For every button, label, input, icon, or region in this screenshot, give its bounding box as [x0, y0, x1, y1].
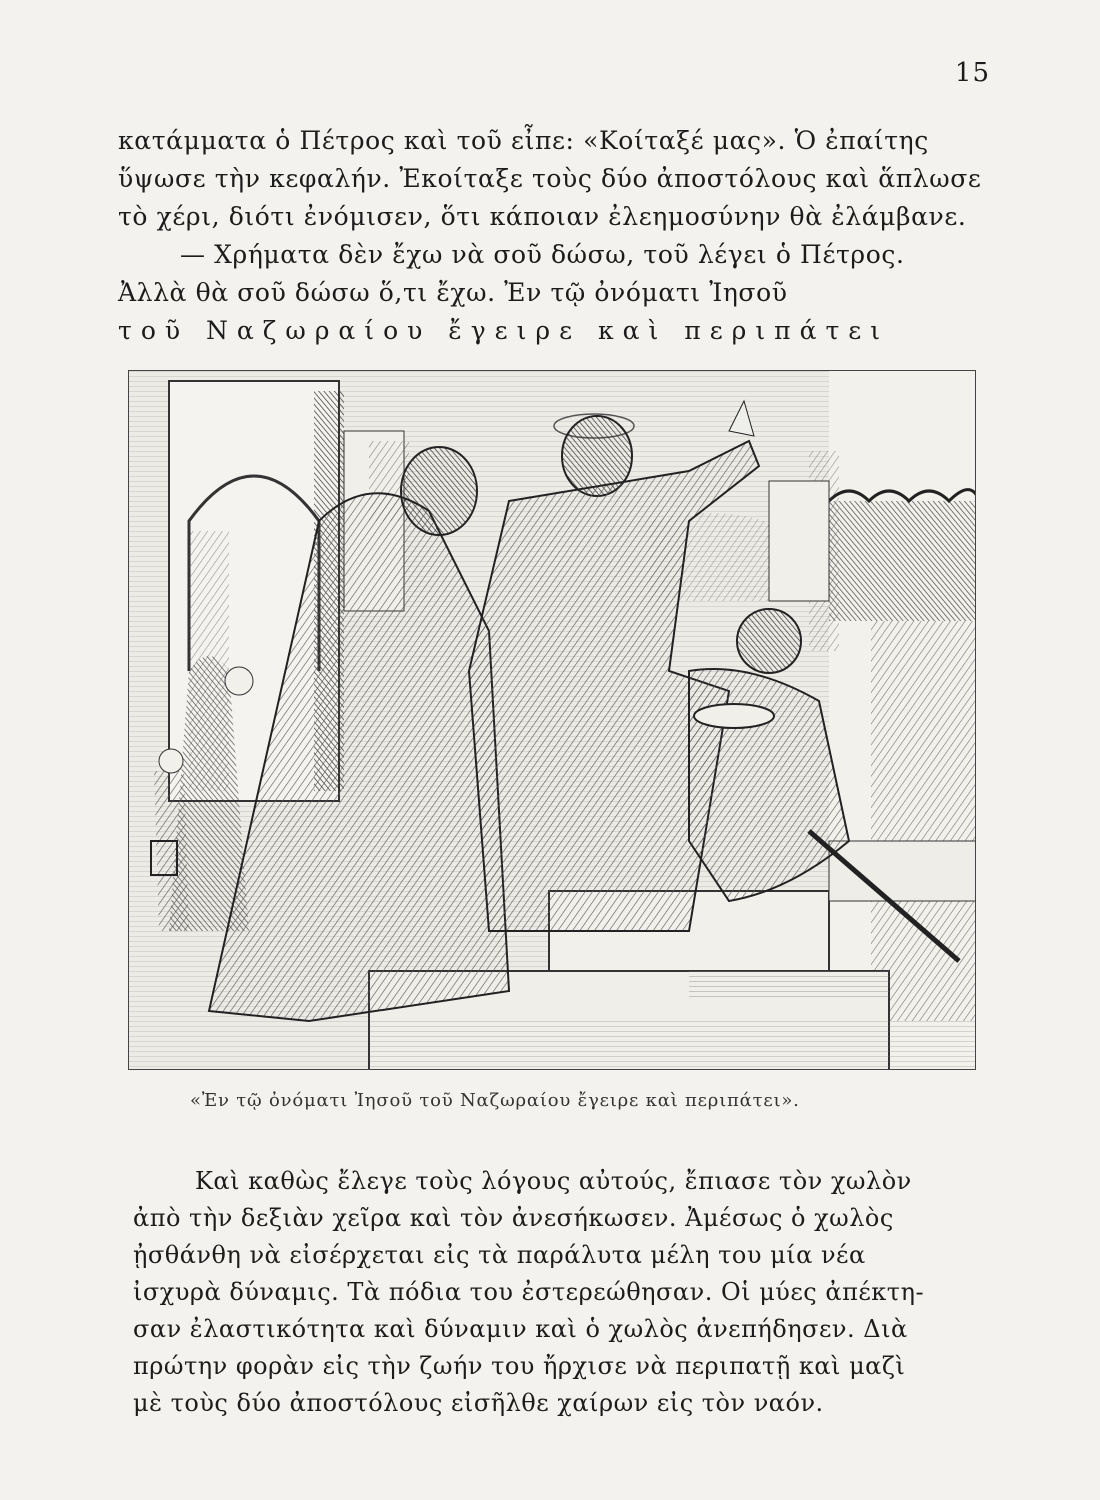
dialogue-line: — Χρήματα δὲν ἔχω νὰ σοῦ δώσω, τοῦ λέγει ὁ Πέτρος. [180, 240, 905, 269]
illustration-engraving [128, 370, 976, 1070]
text-line: κατάμματα ὁ Πέτρος καὶ τοῦ εἶπε: «Κοίταξέ μας». Ὁ ἐπαίτης [118, 126, 929, 155]
text-line: Καὶ καθὼς ἔλεγε τοὺς λόγους αὐτούς, ἔπιασε τὸν χωλὸν [195, 1167, 912, 1195]
text-line: ἀπὸ τὴν δεξιὰν χεῖρα καὶ τὸν ἀνεσήκωσεν. Ἀμέσως ὁ χωλὸς [133, 1204, 894, 1232]
upper-paragraph [118, 122, 998, 350]
text-line: σαν ἐλαστικότητα καὶ δύναμιν καὶ ὁ χωλὸς ἀνεπήδησεν. Διὰ [133, 1315, 908, 1343]
text-line: ἰσχυρὰ δύναμις. Τὰ πόδια του ἐστερεώθησαν. Οἱ μύες ἀπέκτη- [133, 1278, 925, 1306]
lower-paragraph [133, 1163, 1013, 1422]
text-line: ὕψωσε τὴν κεφαλήν. Ἐκοίταξε τοὺς δύο ἀποστόλους καὶ ἅπλωσε [118, 164, 982, 193]
text-line: τὸ χέρι, διότι ἐνόμισεν, ὅτι κάποιαν ἐλεημοσύνην θὰ ἐλάμβανε. [118, 202, 967, 231]
spaced-text-line: τοῦ Ναζωραίου ἔγειρε καὶ περιπάτει [118, 316, 890, 345]
page-number: 15 [954, 58, 990, 88]
figure-caption: «Ἐν τῷ ὀνόματι Ἰησοῦ τοῦ Ναζωραίου ἔγειρε καὶ περιπάτει». [190, 1090, 800, 1111]
engraving-drawing [129, 371, 976, 1070]
text-line: Ἀλλὰ θὰ σοῦ δώσω ὅ,τι ἔχω. Ἐν τῷ ὀνόματι Ἰησοῦ [118, 278, 788, 307]
text-line: ᾐσθάνθη νὰ εἰσέρχεται εἰς τὰ παράλυτα μέλη του μία νέα [133, 1241, 866, 1269]
text-line: πρώτην φορὰν εἰς τὴν ζωήν του ἤρχισε νὰ περιπατῇ καὶ μαζὶ [133, 1352, 906, 1380]
text-line: μὲ τοὺς δύο ἀποστόλους εἰσῆλθε χαίρων εἰς τὸν ναόν. [133, 1389, 824, 1417]
